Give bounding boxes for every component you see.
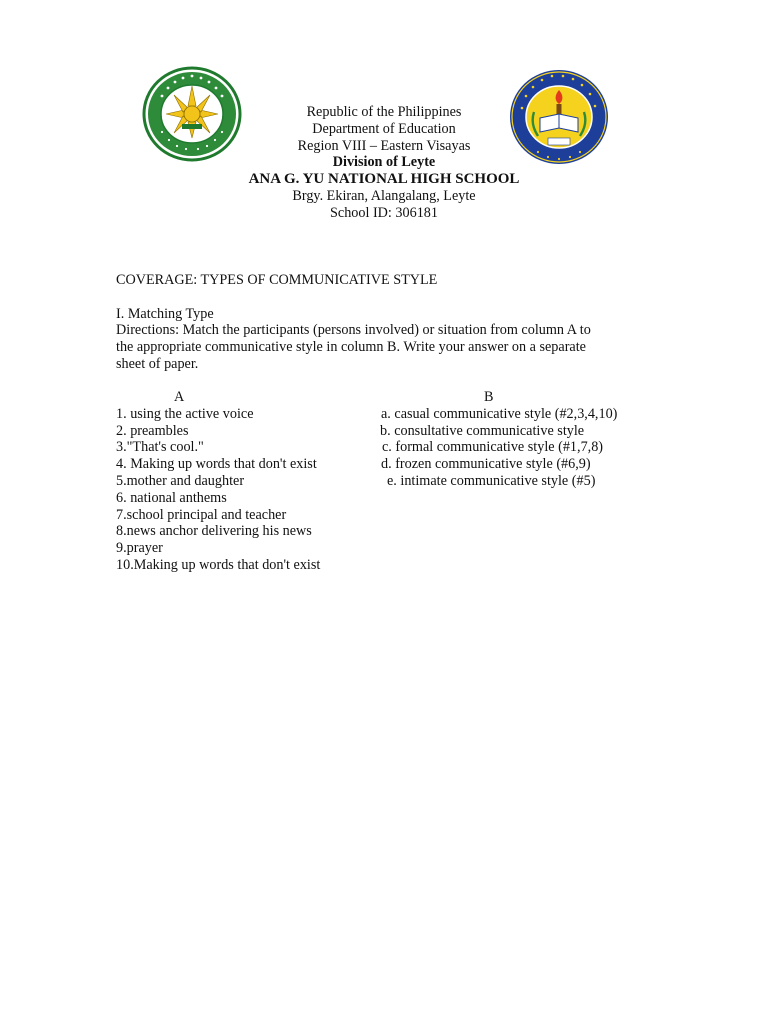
column-a-heading: A xyxy=(174,389,185,405)
list-item: 9.prayer xyxy=(116,540,163,557)
department-line: Department of Education xyxy=(312,120,456,137)
list-item: 1. using the active voice xyxy=(116,405,254,422)
region-line: Region VIII – Eastern Visayas xyxy=(297,137,471,154)
directions-line: Directions: Match the participants (persons involved) or situation from column A to xyxy=(116,322,591,339)
list-item: 6. national anthems xyxy=(116,489,227,506)
list-item: 7.school principal and teacher xyxy=(116,506,287,523)
directions-line: sheet of paper. xyxy=(116,355,199,372)
list-item: c. formal communicative style (#1,7,8) xyxy=(382,439,604,456)
list-item: 4. Making up words that don't exist xyxy=(116,456,317,473)
list-item: 3."That's cool." xyxy=(116,439,204,456)
school-name: ANA G. YU NATIONAL HIGH SCHOOL xyxy=(248,171,520,188)
column-b-heading: B xyxy=(484,389,494,405)
division-line: Division of Leyte xyxy=(332,154,436,171)
list-item: 2. preambles xyxy=(116,422,189,439)
column-b xyxy=(380,389,680,490)
list-item: e. intimate communicative style (#5) xyxy=(387,472,596,489)
section-title: I. Matching Type xyxy=(116,305,214,322)
directions-line: the appropriate communicative style in column B. Write your answer on a separate xyxy=(116,339,586,356)
school-address: Brgy. Ekiran, Alangalang, Leyte xyxy=(292,187,476,204)
letterhead xyxy=(184,104,584,222)
quiz-instructions xyxy=(116,272,656,373)
list-item: d. frozen communicative style (#6,9) xyxy=(381,456,591,473)
school-id: School ID: 306181 xyxy=(330,204,438,221)
column-a xyxy=(116,389,396,574)
list-item: b. consultative communicative style xyxy=(380,422,585,439)
coverage-heading: COVERAGE: TYPES OF COMMUNICATIVE STYLE xyxy=(116,272,438,288)
country-line: Republic of the Philippines xyxy=(306,104,462,120)
list-item: 10.Making up words that don't exist xyxy=(116,556,321,573)
list-item: 8.news anchor delivering his news xyxy=(116,523,312,540)
list-item: 5.mother and daughter xyxy=(116,472,245,489)
list-item: a. casual communicative style (#2,3,4,10) xyxy=(381,405,618,422)
